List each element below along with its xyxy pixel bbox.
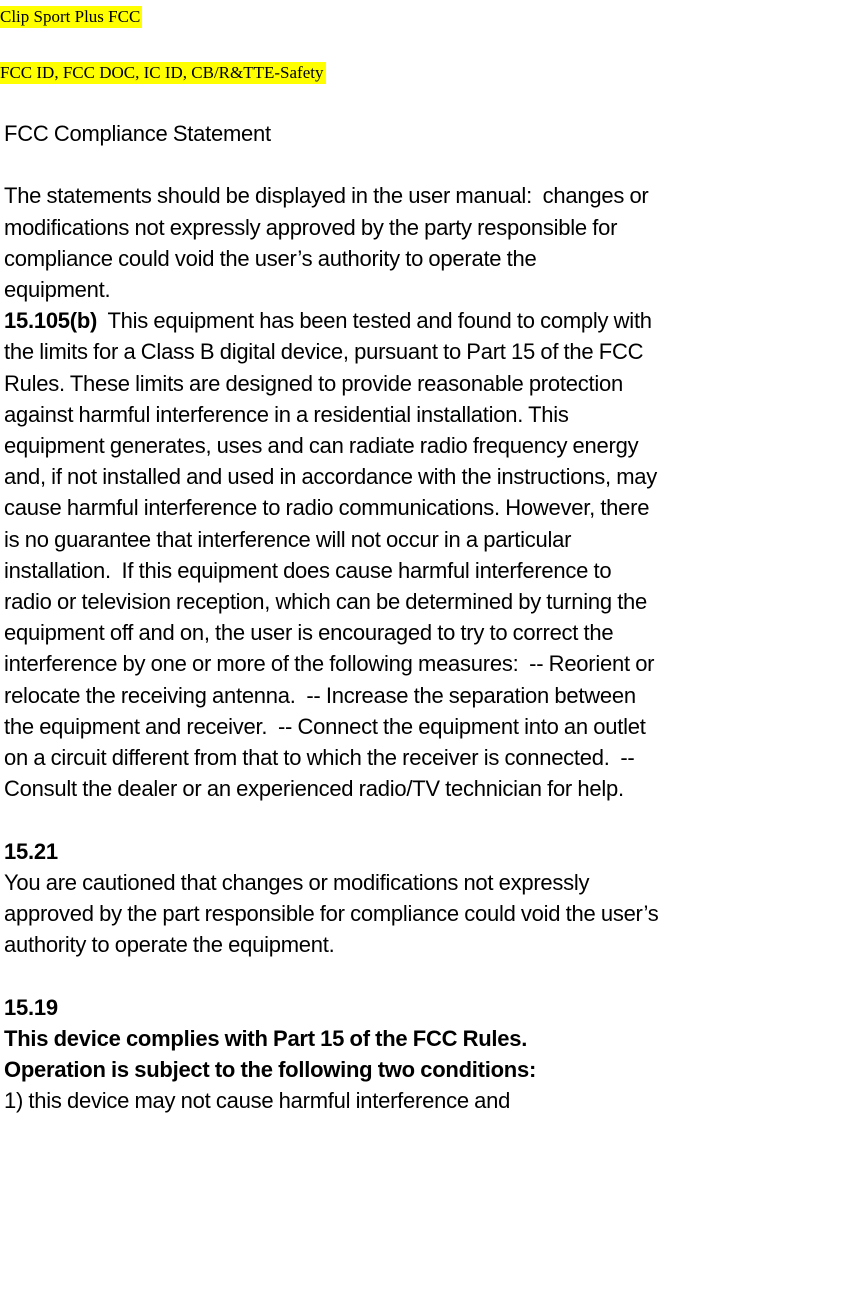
intro-line: equipment. (4, 277, 111, 302)
section-1521-label: 15.21 (4, 838, 58, 864)
document-title: Clip Sport Plus FCC (0, 7, 141, 26)
section-1521-line: You are cautioned that changes or modifications not expressly (4, 869, 590, 895)
document-body (4, 118, 864, 1116)
section-1519-label: 15.19 (4, 994, 58, 1020)
intro-line: The statements should be displayed in the user manual: changes or (4, 183, 649, 209)
section-15105-line: interference by one or more of the following measures: -- Reorient or (4, 651, 655, 677)
section-15105-line: the equipment and receiver. -- Connect the equipment into an outlet (4, 713, 646, 739)
section-heading: FCC Compliance Statement (4, 121, 271, 146)
section-15105-line: Consult the dealer or an experienced radio/TV technician for help. (4, 776, 624, 802)
section-1521-line: approved by the part responsible for compliance could void the user’s (4, 901, 659, 927)
blank-line (4, 960, 864, 991)
section-15105-line: equipment off and on, the user is encouraged to try to correct the (4, 620, 614, 646)
blank-line (4, 804, 864, 835)
section-15105-lead: This equipment has been tested and found to comply with (97, 308, 652, 334)
section-1519-bold-line: Operation is subject to the following two conditions: (4, 1057, 537, 1083)
section-15105-line: against harmful interference in a residential installation. This (4, 401, 569, 427)
section-15105-line: radio or television reception, which can be determined by turning the (4, 589, 648, 615)
section-15105-line: the limits for a Class B digital device, pursuant to Part 15 of the FCC (4, 339, 644, 365)
blank-line (4, 149, 864, 180)
section-1519-bold-line: This device complies with Part 15 of the FCC Rules. (4, 1025, 528, 1051)
section-15105-label: 15.105(b) (4, 308, 98, 334)
section-15105-line: installation. If this equipment does cause harmful interference to (4, 557, 612, 583)
intro-line: modifications not expressly approved by the party responsible for (4, 214, 618, 240)
section-15105-line: cause harmful interference to radio communications. However, there (4, 495, 650, 521)
section-1519-line: 1) this device may not cause harmful interference and (4, 1088, 511, 1114)
section-15105-first-line (4, 305, 864, 336)
section-1521-line: authority to operate the equipment. (4, 932, 335, 958)
section-15105-line: and, if not installed and used in accordance with the instructions, may (4, 464, 658, 490)
section-15105-line: is no guarantee that interference will not occur in a particular (4, 526, 572, 552)
section-15105-line: equipment generates, uses and can radiate radio frequency energy (4, 433, 639, 459)
section-15105-line: on a circuit different from that to which the receiver is connected. -- (4, 745, 635, 771)
section-15105-line: relocate the receiving antenna. -- Increase the separation between (4, 682, 636, 708)
section-15105-line: Rules. These limits are designed to provide reasonable protection (4, 370, 623, 396)
document-subtitle: FCC ID, FCC DOC, IC ID, CB/R&TTE-Safety (0, 63, 324, 82)
intro-line: compliance could void the user’s authority to operate the (4, 245, 537, 271)
